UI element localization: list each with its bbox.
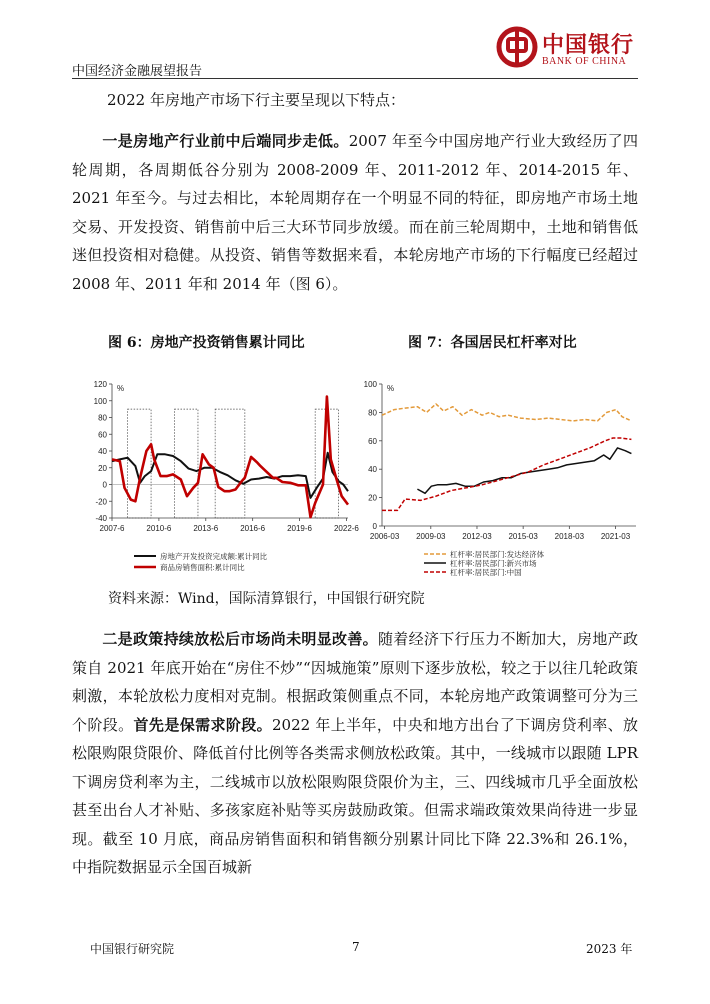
paragraph-two-text-b: 2022 年上半年，中央和地方出台了下调房贷利率、放松限购限贷限价、降低首付比例等各类需求侧放松政策。其中，一线城市以跟随 LPR 下调房贷利率为主，二线城市以放松限购限贷限价为主，三、四线城市几乎全面放松甚至出台人才补贴、多孩家庭补贴等买房鼓励政策。但需求端政策效果尚待进一步显现。截至 10 月底，商品房销售面积和销售额分别累计同比下降 22.3%和 26.1%，中指院数据显示全国百城新 — [72, 715, 638, 876]
footer-year: 2023 年 — [586, 942, 633, 956]
paragraph-two-lead: 二是政策持续放松后市场尚未明显改善。 — [102, 630, 378, 648]
page-number: 7 — [352, 940, 360, 954]
y-tick-label: 100 — [93, 396, 107, 406]
y-tick-label: 20 — [368, 493, 377, 503]
x-tick-label: 2013-6 — [193, 524, 219, 533]
header-divider — [72, 78, 638, 79]
y-tick-label: 120 — [93, 380, 107, 389]
cycle-trough-box — [175, 409, 198, 518]
y-tick-label: 0 — [372, 522, 377, 531]
y-tick-label: 60 — [98, 430, 107, 440]
y-unit-label: % — [117, 384, 125, 393]
x-tick-label: 2009-03 — [416, 532, 446, 541]
x-tick-label: 2010-6 — [146, 524, 172, 533]
footer-institution: 中国银行研究院 — [90, 942, 175, 956]
paragraph-two-text-a: 随着经济下行压力不断加大，房地产政策自 2021 年底开始在“房住不炒”“因城施策”原则下逐步放松，较之于以往几轮政策刺激，本轮放松力度相对克制。根据政策侧重点不同，本轮房地产政策调整可分为三个阶段。 — [72, 630, 638, 734]
y-tick-label: 60 — [368, 436, 377, 446]
legend-label: 商品房销售面积:累计同比 — [160, 563, 245, 572]
logo-english-name: BANK OF CHINA — [542, 56, 627, 67]
y-tick-label: 20 — [98, 463, 107, 473]
x-tick-label: 2022-6 — [333, 524, 359, 533]
x-tick-label: 2015-03 — [508, 532, 538, 541]
x-tick-label: 2016-6 — [240, 524, 266, 533]
y-unit-label: % — [387, 384, 395, 393]
figure-7-chart — [360, 368, 645, 583]
x-tick-label: 2006-03 — [369, 532, 400, 541]
series-line — [382, 438, 631, 510]
figure-6-chart — [90, 368, 359, 583]
x-tick-label: 2019-6 — [287, 524, 313, 533]
cycle-trough-box — [215, 409, 245, 518]
paragraph-two-lead-b: 首先是保需求阶段。 — [133, 715, 272, 734]
x-tick-label: 2018-03 — [554, 532, 585, 541]
y-tick-label: 80 — [98, 413, 107, 423]
legend-label: 房地产开发投资完成额:累计同比 — [160, 552, 268, 561]
legend-label: 杠杆率:居民部门:发达经济体 — [450, 550, 545, 559]
figure-6-title: 图 6：房地产投资销售累计同比 — [108, 335, 305, 351]
logo-chinese-name: 中国银行 — [542, 32, 635, 58]
y-tick-label: 40 — [368, 465, 377, 475]
legend-label: 杠杆率:居民部门:中国 — [450, 568, 522, 577]
y-tick-label: -40 — [95, 514, 107, 523]
y-tick-label: 40 — [98, 447, 107, 456]
x-tick-label: 2007-6 — [99, 524, 125, 533]
y-tick-label: -20 — [95, 497, 107, 507]
paragraph-one — [72, 127, 638, 298]
bank-of-china-logo-icon — [496, 26, 538, 68]
legend-label: 杠杆率:居民部门:新兴市场 — [450, 559, 537, 568]
paragraph-one-text: 2007 年至今中国房地产行业大致经历了四轮周期，各周期低谷分别为 2008-2009 年、2011-2012 年、2014-2015 年、2021 年至今。与过去相比，本轮周期存在一个明显不同的特征，即房地产市场土地交易、开发投资、销售前中后三大环节同步放缓。而在前三轮周期中，土地和销售低迷但投资相对稳健。从投资、销售等数据来看，本轮房地产市场的下行幅度已经超过 2008 年、2011 年和 2014 年（图 6）。 — [72, 132, 638, 293]
series-line — [112, 397, 348, 518]
x-tick-label: 2021-03 — [600, 532, 631, 541]
figure-source: 资料来源：Wind，国际清算银行，中国银行研究院 — [108, 591, 425, 607]
y-tick-label: 80 — [368, 408, 377, 418]
paragraph-one-lead: 一是房地产行业前中后端同步走低。 — [102, 132, 349, 150]
series-line — [417, 448, 631, 493]
y-tick-label: 0 — [102, 480, 107, 490]
x-tick-label: 2012-03 — [462, 532, 492, 541]
bank-logo — [496, 26, 646, 76]
intro-paragraph: 2022 年房地产市场下行主要呈现以下特点： — [107, 91, 405, 109]
paragraph-two — [72, 625, 638, 882]
y-tick-label: 100 — [363, 380, 377, 389]
series-line — [382, 404, 631, 421]
cycle-trough-box — [128, 409, 151, 518]
figure-7-title: 图 7：各国居民杠杆率对比 — [408, 335, 577, 351]
report-title: 中国经济金融展望报告 — [72, 64, 203, 79]
